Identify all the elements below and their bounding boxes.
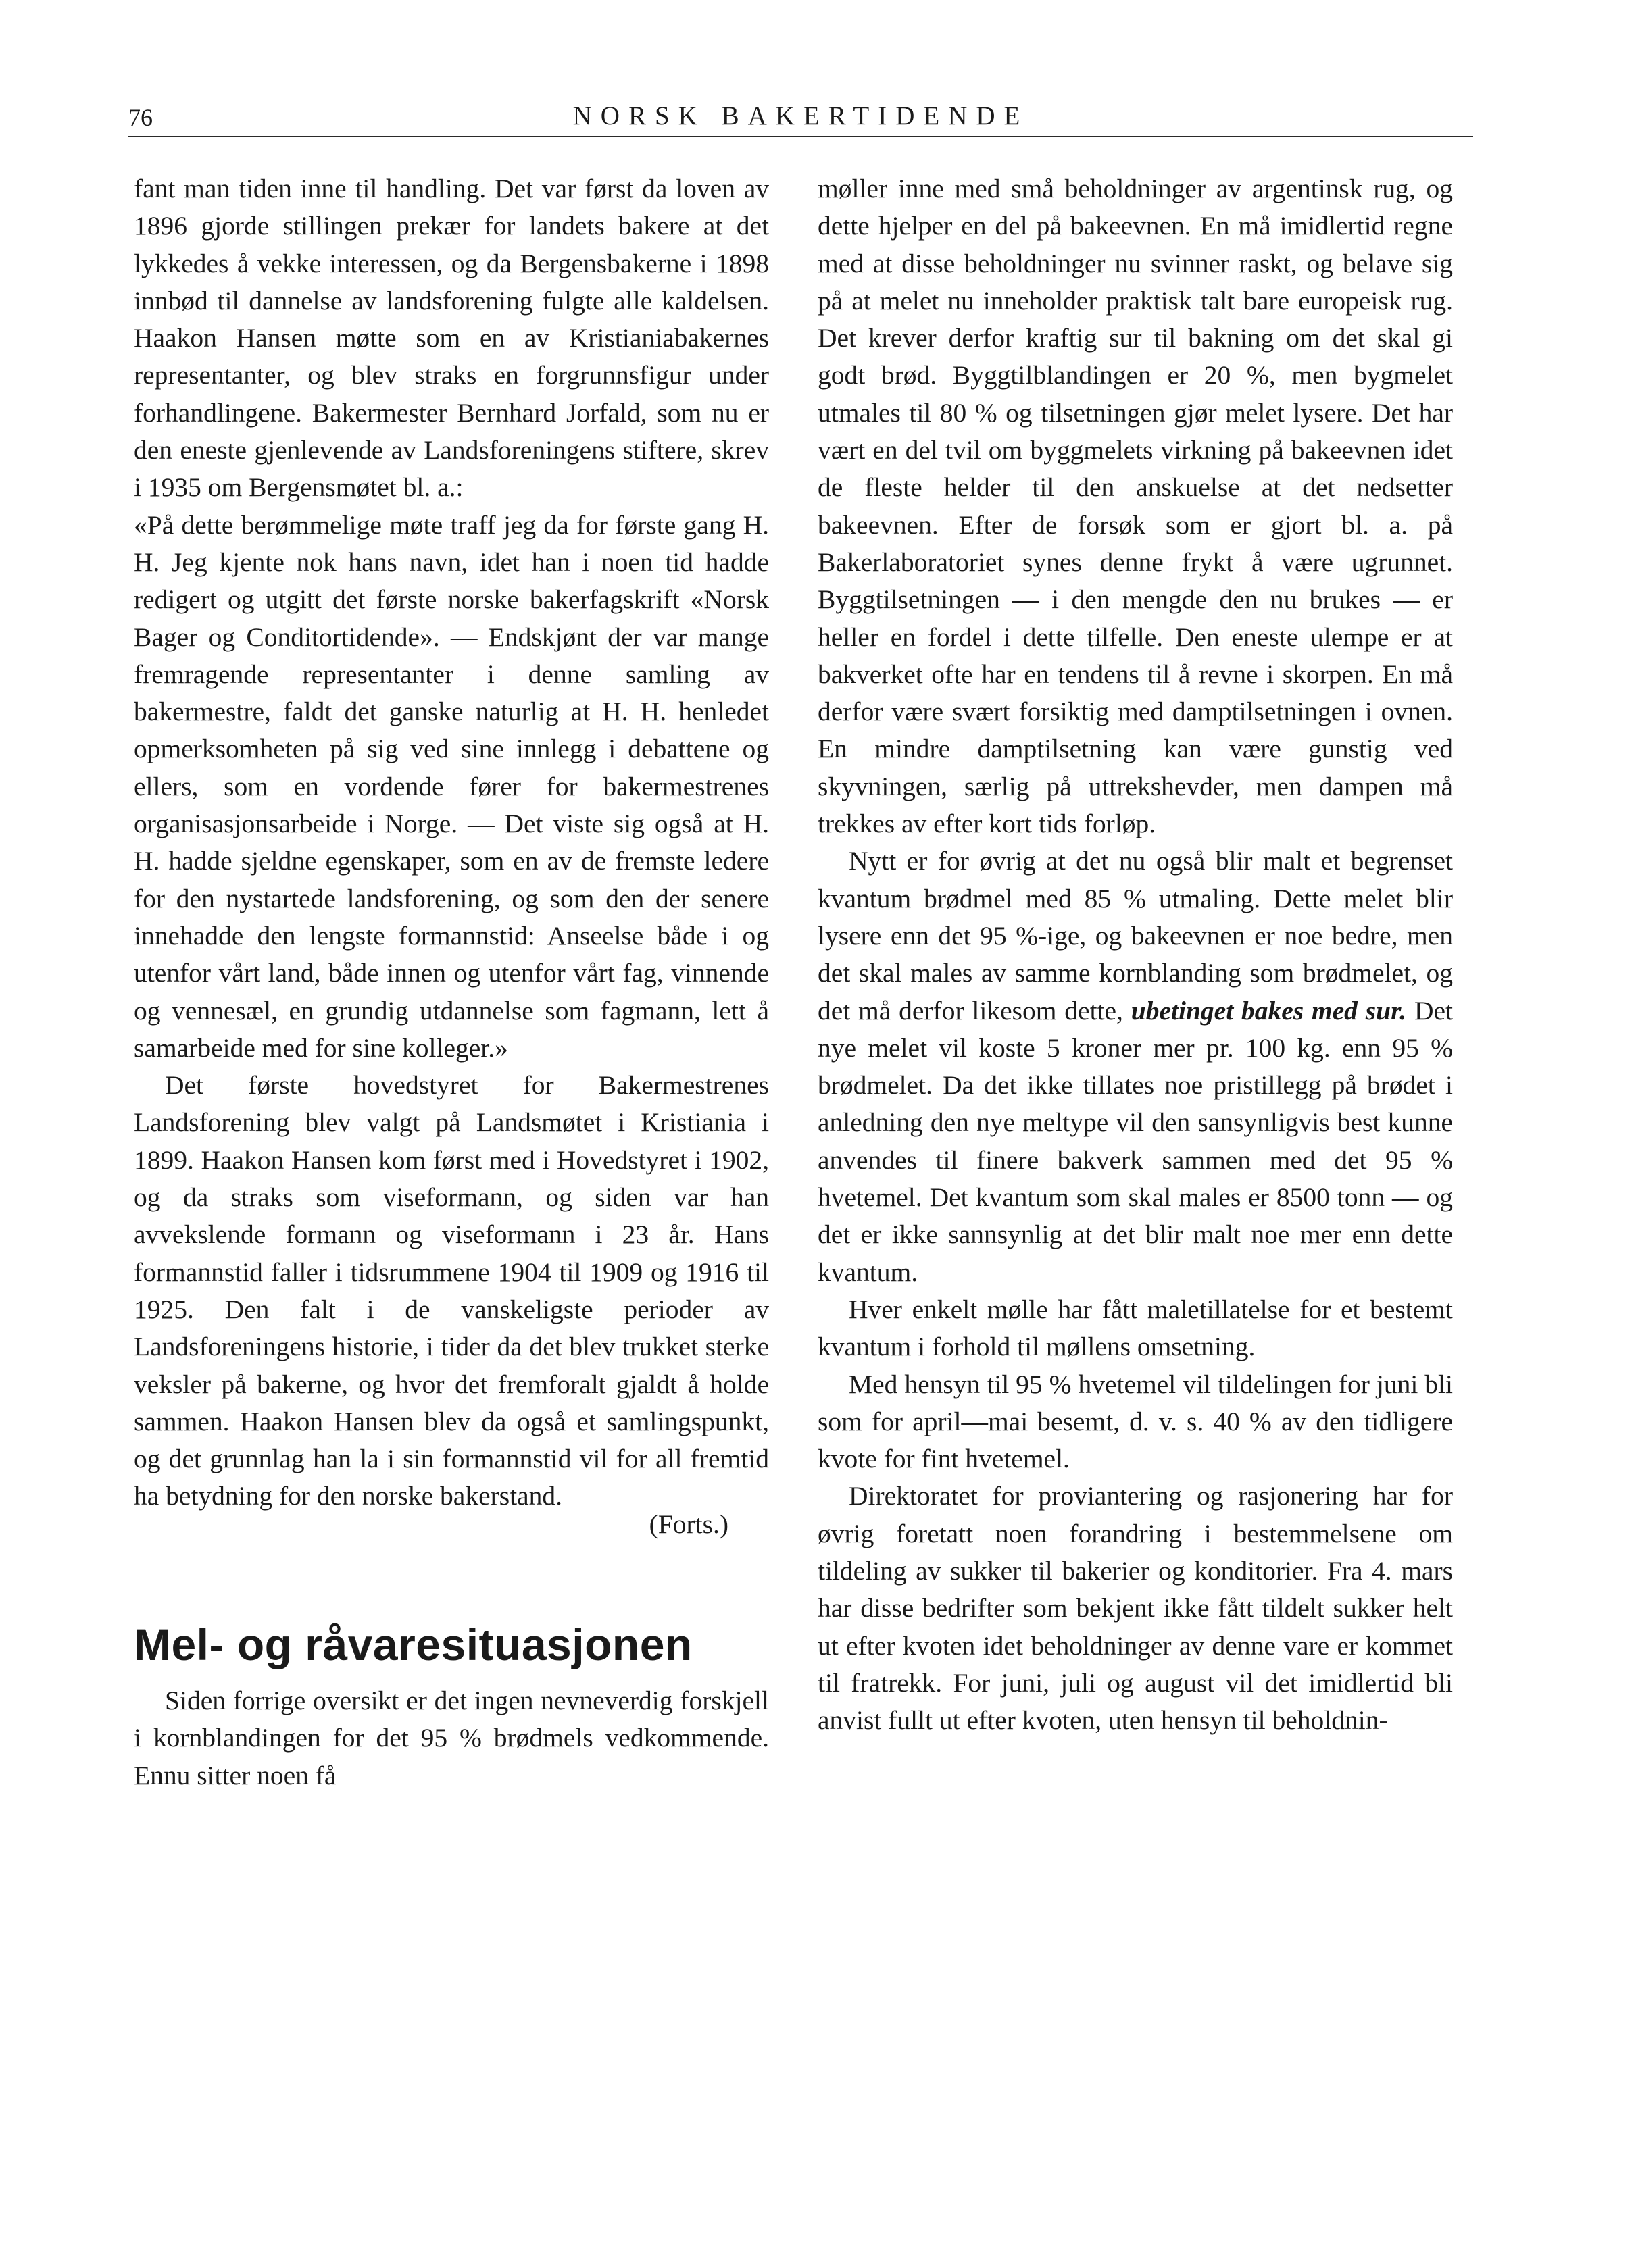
quotation-paragraph: «På dette berømmelige møte traff jeg da for første gang H. H. Jeg kjente nok hans navn, idet han i noen tid hadde redigert og utgitt det første norske bakerfagskrift «Norsk Bager og Conditortidende». — Endskjønt der var mange fremragende representanter i denne samling av bakermestre, faldt det ganske naturlig at H. H. henledet opmerksomheten på sig ved sine innlegg i debattene og ellers, som en vordende fører for bakermestrenes organisasjonsarbeide i Norge. — Det viste sig også at H. H. hadde sjeldne egenskaper, som en av de fremste ledere for den nystartede landsforening, og som den der senere innehadde den lengste formannstid: Anseelse både i og utenfor vårt land, både innen og utenfor vårt fag, vinnende og vennesæl, en grundig utdannelse som fagmann, lett å samarbeide med for sine kolleger.» — [134, 509, 769, 1063]
page-number: 76 — [128, 104, 153, 131]
left-column — [134, 170, 769, 1794]
article-paragraph: Siden forrige oversikt er det ingen nevneverdig forskjell i kornblandingen for det 95 % brødmels vedkommende. Ennu sitter noen få — [134, 1685, 769, 1790]
article-paragraph: Med hensyn til 95 % hvetemel vil tildelingen for juni bli som for april—mai besemt, d. v. s. 40 % av den tidligere kvote for fint hvetemel. — [818, 1369, 1453, 1474]
page-header — [128, 98, 1473, 137]
emphasized-text: ubetinget bakes med sur. — [1131, 995, 1407, 1026]
article-paragraph: Hver enkelt mølle har fått maletillatelse for et bestemt kvantum i forhold til møllens omsetning. — [818, 1294, 1453, 1362]
journal-title: NORSK BAKERTIDENDE — [572, 101, 1029, 130]
article-paragraph: fant man tiden inne til handling. Det var først da loven av 1896 gjorde stillingen prekær for landets bakere at det lykkedes å vekke interessen, og da Bergensbakerne i 1898 innbød til dannelse av landsforening fulgte alle kaldelsen. Haakon Hansen møtte som en av Kristianiabakernes representanter, og blev straks en forgrunnsfigur under forhandlingene. Bakermester Bernhard Jorfald, som nu er den eneste gjenlevende av Landsforeningens stiftere, skrev i 1935 om Bergensmøtet bl. a.: — [134, 174, 769, 503]
article-paragraph: møller inne med små beholdninger av argentinsk rug, og dette hjelper en del på bakeevnen. En må imidlertid regne med at disse beholdninger nu svinner raskt, og belave sig på at melet nu inneholder praktisk talt bare europeisk rug. Det krever derfor kraftig sur til bakning om det skal gi godt brød. Byggtilblandingen er 20 %, men bygmelet utmales til 80 % og tilsetningen gjør melet lysere. Det har vært en del tvil om byggmelets virkning på bakeevnen idet de fleste helder til den anskuelse at det nedsetter bakeevnen. Efter de forsøk som er gjort bl. a. på Bakerlaboratoriet synes denne frykt å være ugrunnet. Byggtilsetningen — i den mengde den nu brukes — er heller en fordel i dette tilfelle. Den eneste ulempe er at bakverket ofte har en tendens til å revne i skorpen. En må derfor være svært forsiktig med damptilsetningen i ovnen. En mindre damptilsetning kan være gunstig ved skyvningen, særlig på uttrekshevder, men dampen må trekkes av efter kort tids forløp. — [818, 174, 1453, 839]
right-column — [818, 170, 1453, 1739]
article-paragraph: Direktoratet for proviantering og rasjonering har for øvrig foretatt noen forandring i bestemmelsene om tildeling av sukker til bakerier og konditorier. Fra 4. mars har disse bedrifter som bekjent ikke fått tildelt sukker helt ut efter kvoten idet beholdninger av denne vare er kommet til fratrekk. For juni, juli og august vil det imidlertid bli anvist fullt ut efter kvoten, uten hensyn til beholdnin- — [818, 1481, 1453, 1736]
paragraph-text: Det nye melet vil koste 5 kroner mer pr. 100 kg. enn 95 % brødmelet. Da det ikke tillates noe pristillegg på brødet i anledning den nye meltype vil den sansynligvis best kunne anvendes til finere bakverk sammen med det 95 % hvetemel. Det kvantum som skal males er 8500 tonn — og det er ikke sannsynlig at det blir malt noe mer enn dette kvantum. — [818, 995, 1454, 1287]
paragraph-text: Nytt er for øvrig at det nu også blir malt et begrenset kvantum brødmel med 85 % utmaling. Dette melet blir lysere enn det 95 %-ige, og bakeevnen er noe bedre, men det skal males av samme kornblanding som brødmelet, og det må derfor likesom dette, — [818, 846, 1453, 1026]
section-heading: Mel- og råvaresituasjonen — [134, 1619, 693, 1669]
article-paragraph: Det første hovedstyret for Bakermestrenes Landsforening blev valgt på Landsmøtet i Kristiania i 1899. Haakon Hansen kom først med i Hovedstyret i 1902, og da straks som viseformann, og siden var han avvekslende formann og viseformann i 23 år. Hans formannstid faller i tidsrummene 1904 til 1909 og 1916 til 1925. Den falt i de vanskeligste perioder av Landsforeningens historie, i tider da det blev trukket sterke veksler på bakerne, og hvor det fremforalt gjaldt å holde sammen. Haakon Hansen blev da også et samlingspunkt, og det grunnlag han la i sin formannstid vil for all fremtid ha betydning for den norske bakerstand. — [134, 1070, 769, 1511]
continued-marker: (Forts.) — [649, 1509, 728, 1539]
article-paragraph — [818, 842, 1453, 1291]
